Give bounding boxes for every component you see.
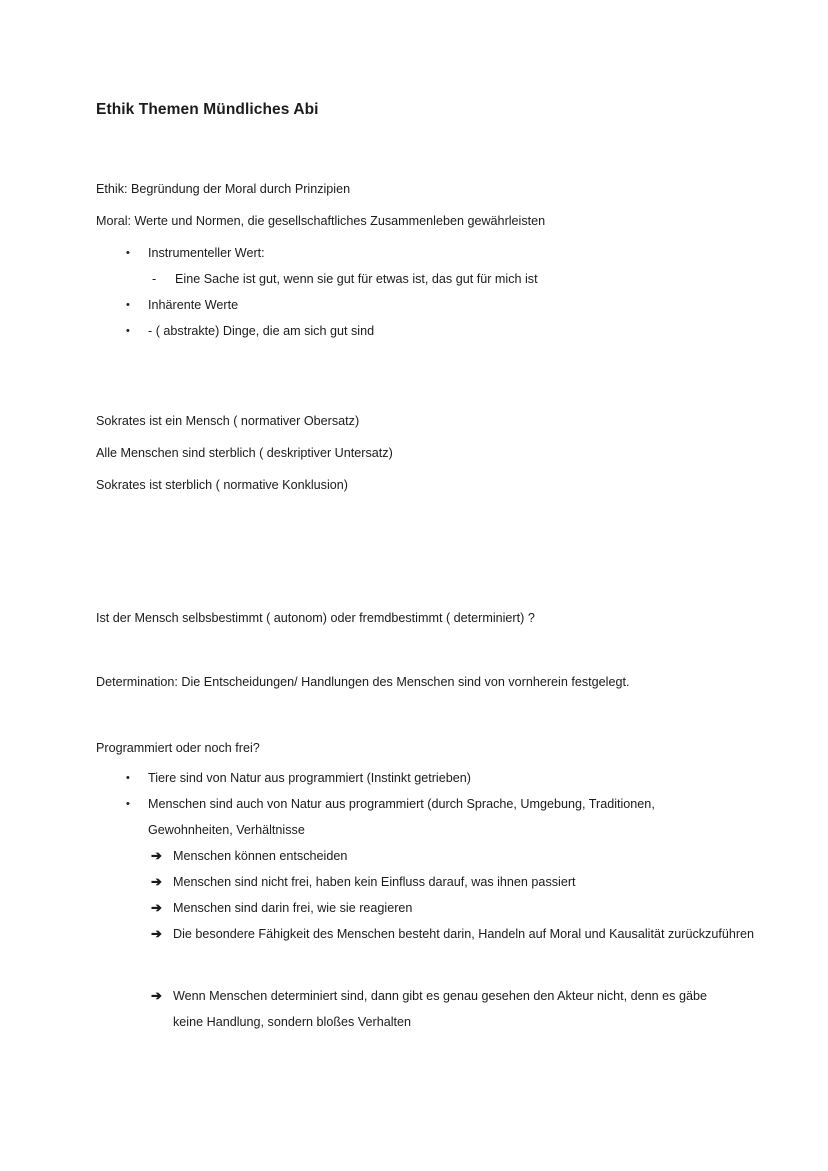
list-item-label: Wenn Menschen determiniert sind, dann gibt es genau gesehen den Akteur nicht, denn es gäbe keine Handlung, sondern bloßes Verhalten: [173, 989, 707, 1029]
bullet-icon: •: [126, 247, 130, 259]
autonomy-question-section: [96, 602, 756, 634]
arrow-right-icon: ➔: [151, 874, 162, 889]
list-item-label: Menschen können entscheiden: [173, 849, 348, 863]
list-item: [96, 843, 716, 869]
page-title: Ethik Themen Mündliches Abi: [96, 101, 319, 118]
list-item: [96, 318, 756, 344]
list-item-label: Menschen sind auch von Natur aus programmiert (durch Sprache, Umgebung, Traditionen, Gewohnheiten, Verhältnisse: [148, 797, 655, 837]
definitions-section: [96, 173, 756, 237]
list-item: [96, 765, 716, 791]
syllogism-minor-premise: Alle Menschen sind sterblich ( deskriptiver Untersatz): [96, 446, 393, 460]
arrow-right-icon: ➔: [151, 848, 162, 863]
syllogism-conclusion: Sokrates ist sterblich ( normative Konklusion): [96, 478, 348, 492]
list-item-label: Menschen sind nicht frei, haben kein Einfluss darauf, was ihnen passiert: [173, 875, 576, 889]
syllogism-major-premise: Sokrates ist ein Mensch ( normativer Obersatz): [96, 414, 360, 428]
bullet-icon: •: [126, 798, 130, 810]
determinism-conclusion-list: [96, 983, 736, 1035]
list-item: [96, 983, 736, 1035]
arrow-right-icon: ➔: [151, 988, 162, 1003]
dash-icon: -: [152, 272, 157, 286]
list-item: [96, 921, 798, 947]
arrow-right-icon: ➔: [151, 900, 162, 915]
syllogism-section: [96, 405, 756, 501]
list-item-label: Die besondere Fähigkeit des Menschen besteht darin, Handeln auf Moral und Kausalität zurückzuführen: [173, 927, 755, 941]
list-item: [96, 240, 756, 266]
ethik-definition-line: Ethik: Begründung der Moral durch Prinzipien: [96, 182, 351, 196]
list-item-label: Tiere sind von Natur aus programmiert (Instinkt getrieben): [148, 771, 471, 785]
values-list: [96, 240, 756, 344]
determination-definition: Determination: Die Entscheidungen/ Handlungen des Menschen sind von vornherein festgelegt.: [96, 675, 630, 689]
list-item: [96, 869, 716, 895]
list-item: [96, 895, 716, 921]
list-item-label: Menschen sind darin frei, wie sie reagieren: [173, 901, 413, 915]
autonomy-question: Ist der Mensch selbsbestimmt ( autonom) oder fremdbestimmt ( determiniert) ?: [96, 611, 535, 625]
list-item: [96, 791, 716, 843]
programmed-list: [96, 765, 755, 947]
list-item: [96, 266, 756, 292]
bullet-icon: •: [126, 299, 130, 311]
list-item: [96, 292, 756, 318]
determination-section: [96, 666, 796, 698]
list-item-label: Eine Sache ist gut, wenn sie gut für etwas ist, das gut für mich ist: [175, 272, 538, 286]
list-item-label: Instrumenteller Wert:: [148, 246, 265, 260]
programmed-section-heading-wrap: [96, 732, 756, 764]
arrow-right-icon: ➔: [151, 926, 162, 941]
programmed-heading: Programmiert oder noch frei?: [96, 741, 260, 755]
list-item-label: Inhärente Werte: [148, 298, 239, 312]
bullet-icon: •: [126, 772, 130, 784]
list-item-label: - ( abstrakte) Dinge, die am sich gut sind: [148, 324, 375, 338]
bullet-icon: •: [126, 325, 130, 337]
moral-definition-line: Moral: Werte und Normen, die gesellschaftliches Zusammenleben gewährleisten: [96, 214, 546, 228]
